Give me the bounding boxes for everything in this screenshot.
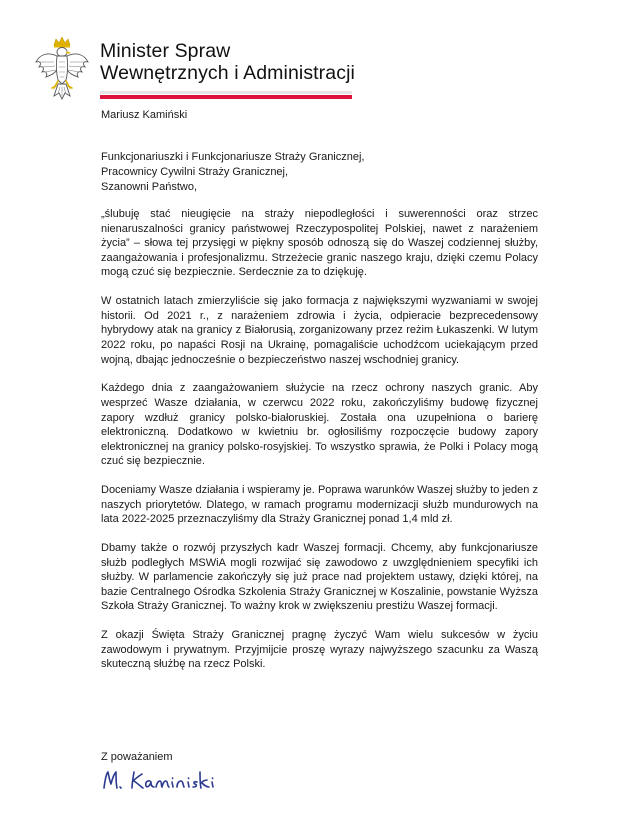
handwritten-signature — [100, 768, 240, 792]
ministry-name-line2: Wewnętrznych i Administracji — [100, 62, 355, 84]
ministry-name-line1: Minister Spraw — [100, 40, 231, 62]
salutation-line: Pracownicy Cywilni Straży Granicznej, — [101, 166, 289, 178]
salutation-line: Szanowni Państwo, — [101, 181, 197, 193]
paragraph-education: Dbamy także o rozwój przyszłych kadr Waszej formacji. Chcemy, aby funkcjonariusze służb podległych MSWiA mogli rozwijać się zawodowo z uwzględnieniem specyfiki ich służby. W parlamencie zakończyły się już prace nad projektem ustawy, dzięki której, na bazie Centralnego Ośrodka Szkolenia Straży Granicznej w Koszalinie, powstanie Wyższa Szkoła Straży Granicznej. To ważny krok w zwiększeniu prestiżu Waszej formacji. — [101, 542, 538, 613]
paragraph-border-barrier: Każdego dnia z zaangażowaniem służycie na rzecz ochrony naszych granic. Aby wesprzeć Wasze działania, w czerwcu 2022 roku, zakończyliśmy budowę fizycznej zapory wzdłuż granicy polsko-białoruskiej. Została ona uzupełniona o barierę elektroniczną. Dodatkowo w kwietniu br. ogłosiliśmy rozpoczęcie budowy zapory elektronicznej na granicy polsko-rosyjskiej. To wszystko sprawia, że Polki i Polacy mogą czuć się bezpiecznie. — [101, 382, 538, 468]
paragraph-oath: „ślubuję stać nieugięcie na straży niepodległości i suwerenności oraz strzec nienaruszalności granicy państwowej Rzeczypospolitej Polskiej, nawet z narażeniem życia” – słowa tej przysięgi w piękny sposób odnoszą się do Waszej codziennej służby, zaangażowania i profesjonalizmu. Strzeżecie granic naszego kraju, dzięki czemu Polacy mogą czuć się bezpiecznie. Serdecznie za to dziękuję. — [101, 208, 538, 279]
salutation-line: Funkcjonariuszki i Funkcjonariusze Straży Granicznej, — [101, 151, 365, 163]
paragraph-wishes: Z okazji Święta Straży Granicznej pragnę życzyć Wam wielu sukcesów w życiu zawodowym i prywatnym. Przyjmijcie proszę wyrazy najwyższego szacunku za Waszą skuteczną służbę na rzecz Polski. — [101, 629, 538, 671]
polish-eagle-emblem-icon — [34, 36, 90, 102]
minister-name: Mariusz Kamiński — [101, 109, 188, 121]
salutation — [101, 150, 365, 195]
flag-stripe-red — [100, 95, 352, 99]
paragraph-modernization: Doceniamy Wasze działania i wspieramy je. Poprawa warunków Waszej służby to jeden z naszych priorytetów. Dlatego, w ramach programu modernizacji służb mundurowych na lata 2022-2025 przeznaczyliśmy dla Straży Granicznej ponad 1,4 mld zł. — [101, 484, 538, 526]
letter-body — [101, 207, 538, 686]
closing: Z poważaniem — [101, 751, 173, 763]
ministry-name — [100, 40, 355, 84]
paragraph-challenges: W ostatnich latach zmierzyliście się jako formacja z największymi wyzwaniami w swojej historii. Od 2021 r., z narażeniem zdrowia i życia, odpieracie bezprecedensowy hybrydowy atak na granicy z Białorusią, zorganizowany przez reżim Łukaszenki. W lutym 2022 roku, po napaści Rosji na Ukrainę, pomagaliście uchodźcom uciekającym przed wojną, dbając jednocześnie o bezpieczeństwo naszej wschodniej granicy. — [101, 295, 538, 366]
flag-stripe-white — [100, 91, 352, 94]
